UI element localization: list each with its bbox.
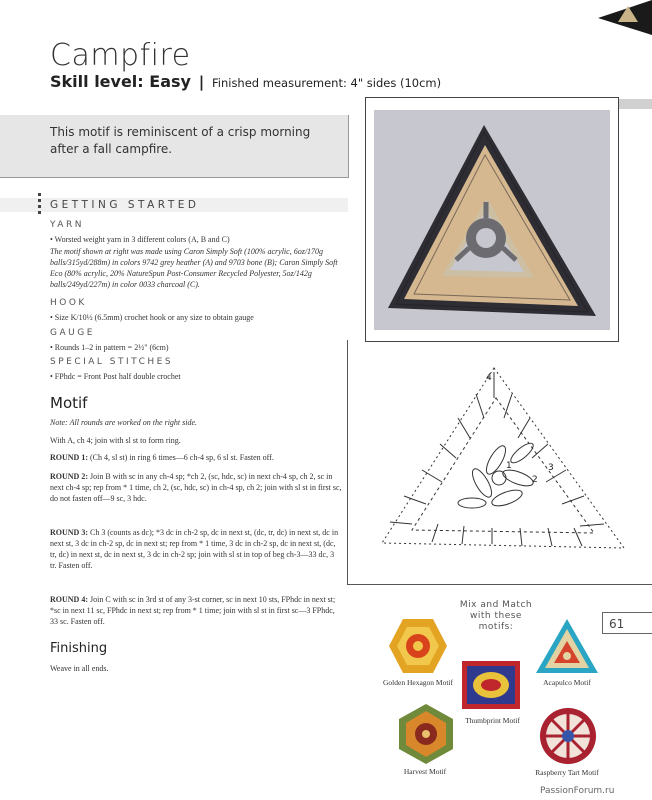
finishing-heading: Finishing bbox=[50, 641, 108, 656]
round-1-text: (Ch 4, sl st) in ring 6 times—6 ch-4 sp, 6 sl st. Fasten off. bbox=[90, 453, 274, 462]
thumbprint-thumbnail bbox=[461, 660, 521, 710]
acapulco-thumbnail bbox=[534, 617, 600, 675]
hook-heading: HOOK bbox=[50, 298, 87, 308]
crochet-triangle-image bbox=[374, 110, 610, 330]
round-4 bbox=[50, 594, 342, 627]
yarn-heading: YARN bbox=[50, 220, 84, 230]
skill-level: Skill level: Easy bbox=[50, 72, 191, 91]
mix-match-line-2: with these bbox=[470, 611, 522, 621]
harvest-thumbnail bbox=[398, 703, 454, 765]
motif-start: With A, ch 4; join with sl st to form ring. bbox=[50, 436, 181, 445]
photo-accent-bar bbox=[618, 99, 652, 109]
bullet-dot-icon bbox=[38, 199, 41, 202]
gauge-heading: GAUGE bbox=[50, 328, 95, 338]
subtitle-separator: | bbox=[198, 73, 205, 91]
page-title: Campfire bbox=[50, 38, 191, 73]
section-divider-horizontal bbox=[347, 584, 652, 585]
intro-text: This motif is reminiscent of a crisp morning after a fall campfire. bbox=[50, 125, 311, 156]
raspberry-tart-thumbnail bbox=[538, 706, 598, 766]
round-2-text: Join B with sc in any ch-4 sp; *ch 2, (sc, hdc, sc) in next ch-4 sp, ch 2, sc in next ch-4 sp; rep from * 1 time, ch 2, (sc, hdc, sc) in ch-4 sp, ch 2; join with sl st in first sc, do not fasten off—9 sc, 3 hdc. bbox=[50, 472, 342, 503]
yarn-line: • Worsted weight yarn in 3 different colors (A, B and C) bbox=[50, 235, 230, 244]
round-4-text: Join C with sc in 3rd st of any 3-st corner, sc in next 10 sts, FPhdc in next st; *sc in next 11 sc, FPhdc in next st; rep from * 1 time; join with sl st in first sc—3 FPhdc, 33 sc. Fasten off. bbox=[50, 595, 336, 626]
hook-line: • Size K/10½ (6.5mm) crochet hook or any size to obtain gauge bbox=[50, 313, 254, 322]
page-number: 61 bbox=[602, 612, 652, 634]
subtitle bbox=[50, 72, 441, 91]
round-2 bbox=[50, 471, 342, 504]
chart-label-4: 4 bbox=[486, 373, 492, 383]
mix-match-line-3: motifs: bbox=[478, 622, 514, 632]
getting-started-heading: GETTING STARTED bbox=[50, 199, 200, 211]
stitch-chart-diagram bbox=[372, 358, 640, 568]
raspberry-tart-label: Raspberry Tart Motif bbox=[535, 768, 599, 777]
chart-label-2: 2 bbox=[532, 475, 538, 485]
finished-measurement: Finished measurement: 4" sides (10cm) bbox=[211, 76, 442, 90]
round-2-label: ROUND 2: bbox=[50, 472, 88, 481]
special-stitches-line: • FPhdc = Front Post half double crochet bbox=[50, 372, 181, 381]
gauge-line: • Rounds 1–2 in pattern = 2½" (6cm) bbox=[50, 343, 169, 352]
watermark: PassionForum.ru bbox=[540, 786, 615, 796]
chart-label-3: 3 bbox=[548, 463, 554, 473]
bullet-dot-icon bbox=[38, 211, 41, 214]
bullet-dot-icon bbox=[38, 193, 41, 196]
mix-match-heading bbox=[446, 600, 546, 633]
section-divider-vertical bbox=[347, 340, 348, 585]
golden-hexagon-label: Golden Hexagon Motif bbox=[383, 678, 453, 687]
round-1 bbox=[50, 452, 342, 463]
bullet-dot-icon bbox=[38, 205, 41, 208]
round-3 bbox=[50, 527, 342, 571]
acapulco-label: Acapulco Motif bbox=[543, 678, 591, 687]
round-3-label: ROUND 3: bbox=[50, 528, 88, 537]
yarn-note: The motif shown at right was made using Caron Simply Soft (100% acrylic, 6oz/170g balls/315yd/288m) in colors 9742 grey heather (A) and 9703 bone (B); Caron Simply Soft Eco (80% acrylic, 20% NatureSpun Post-Consumer Recycled Polyester, 5oz/142g balls/249yd/227m) in color 0033 charcoal (C). bbox=[50, 247, 338, 289]
round-3-text: Ch 3 (counts as dc); *3 dc in ch-2 sp, dc in next st, (dc, tr, dc) in next st, dc in next st, 3 dc in ch-2 sp, dc in next st; rep from * 1 time, 3 dc in ch-2 sp, dc in next st, (dc, tr, dc) in next st, dc in next st, 3 dc in ch-2 sp; join with sl st in top of beg ch-3—33 dc, 3 tr. Fasten off. bbox=[50, 528, 339, 570]
thumbprint-label: Thumbprint Motif bbox=[465, 716, 520, 725]
finishing-text: Weave in all ends. bbox=[50, 664, 109, 673]
motif-photo bbox=[374, 110, 610, 330]
golden-hexagon-thumbnail bbox=[388, 617, 448, 675]
motif-heading: Motif bbox=[50, 394, 88, 412]
special-stitches-heading: SPECIAL STITCHES bbox=[50, 357, 174, 367]
harvest-label: Harvest Motif bbox=[403, 767, 447, 776]
motif-note: Note: All rounds are worked on the right side. bbox=[50, 418, 198, 427]
corner-triangle-icon bbox=[598, 0, 652, 35]
chart-label-1: 1 bbox=[506, 461, 512, 471]
round-1-label: ROUND 1: bbox=[50, 453, 88, 462]
round-4-label: ROUND 4: bbox=[50, 595, 88, 604]
mix-match-line-1: Mix and Match bbox=[459, 600, 533, 610]
